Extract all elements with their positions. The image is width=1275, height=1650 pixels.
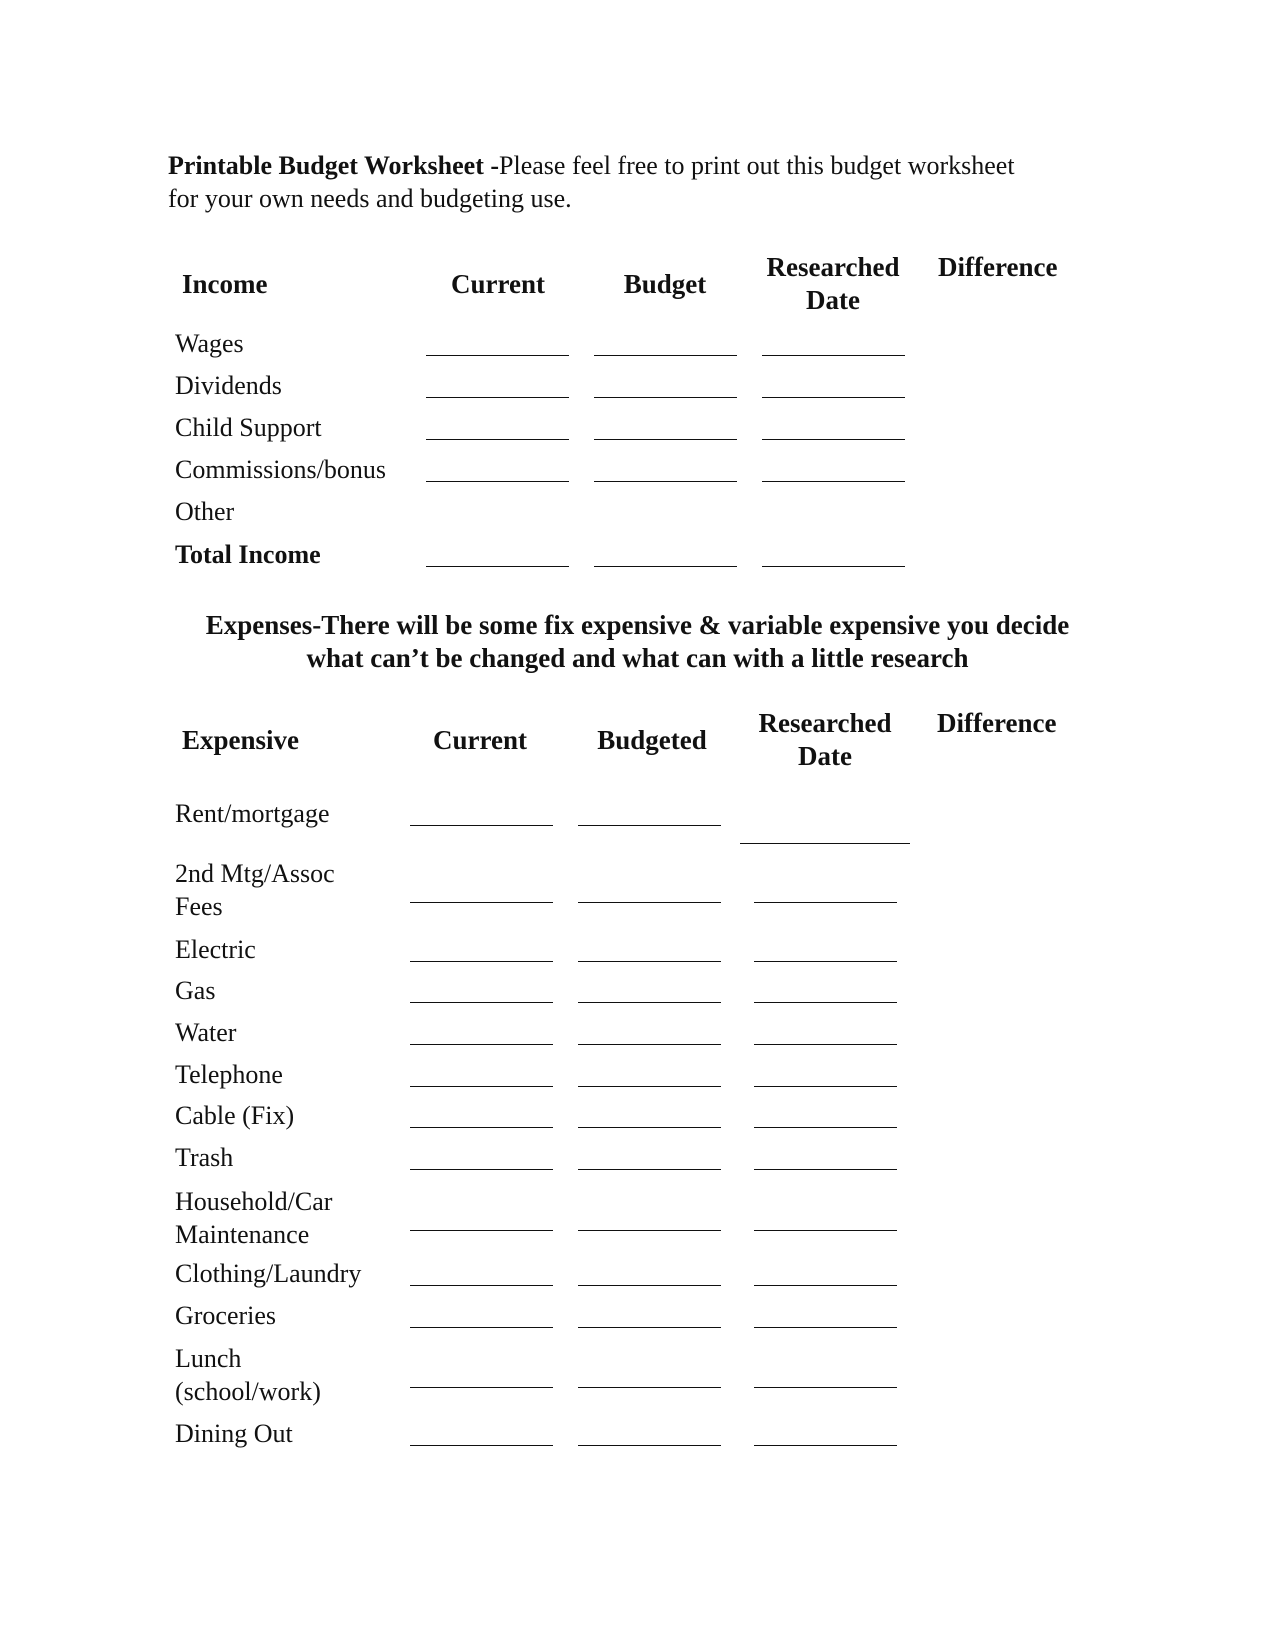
income-difference-header: Difference xyxy=(938,252,1058,282)
expense-blank-line[interactable] xyxy=(754,1445,897,1446)
expense-blank-line[interactable] xyxy=(754,1002,897,1003)
expense-blank-line[interactable] xyxy=(754,1044,897,1045)
expense-blank-line[interactable] xyxy=(578,1445,721,1446)
income-blank-line[interactable] xyxy=(594,439,737,440)
expense-row-label: Water xyxy=(175,1018,237,1047)
income-blank-line[interactable] xyxy=(594,355,737,356)
expense-row-label: Rent/mortgage xyxy=(175,799,330,828)
income-researched-header xyxy=(758,251,908,317)
expense-blank-line[interactable] xyxy=(754,1327,897,1328)
income-row-label: Child Support xyxy=(175,413,322,442)
income-date-label: Date xyxy=(806,285,860,315)
expense-blank-line[interactable] xyxy=(578,1086,721,1087)
income-blank-line[interactable] xyxy=(426,439,569,440)
income-row-label: Commissions/bonus xyxy=(175,455,386,484)
expense-blank-line[interactable] xyxy=(578,1127,721,1128)
expense-blank-line[interactable] xyxy=(578,902,721,903)
expense-row-label: Cable (Fix) xyxy=(175,1101,295,1130)
expense-blank-line[interactable] xyxy=(410,1230,553,1231)
expense-row-label: Lunch xyxy=(175,1344,242,1373)
expense-researched-label: Researched xyxy=(758,708,892,738)
expense-blank-line[interactable] xyxy=(754,1285,897,1286)
expense-header: Expensive xyxy=(182,725,300,755)
expense-blank-line[interactable] xyxy=(578,961,721,962)
expenses-title xyxy=(150,609,1125,675)
expense-blank-line[interactable] xyxy=(410,1445,553,1446)
income-blank-line[interactable] xyxy=(762,439,905,440)
income-blank-line[interactable] xyxy=(762,397,905,398)
expenses-title-line2: what can’t be changed and what can with a little research xyxy=(306,643,969,673)
expense-blank-line[interactable] xyxy=(578,1230,721,1231)
income-row-label: Other xyxy=(175,497,235,526)
expense-blank-line[interactable] xyxy=(754,1127,897,1128)
total-income-blank-line[interactable] xyxy=(762,566,905,567)
expense-blank-line[interactable] xyxy=(410,1169,553,1170)
expense-blank-line[interactable] xyxy=(410,1002,553,1003)
expense-blank-line[interactable] xyxy=(578,1044,721,1045)
expense-row-label: Household/Car xyxy=(175,1187,333,1216)
expense-blank-line[interactable] xyxy=(578,1002,721,1003)
total-income-blank-line[interactable] xyxy=(426,566,569,567)
expense-difference-header: Difference xyxy=(937,708,1057,738)
expense-blank-line[interactable] xyxy=(754,1387,897,1388)
income-row-label: Dividends xyxy=(175,371,282,400)
expense-row-label: 2nd Mtg/Assoc xyxy=(175,859,335,888)
expense-row-label: Fees xyxy=(175,892,223,921)
income-blank-line[interactable] xyxy=(426,397,569,398)
income-header: Income xyxy=(182,269,268,299)
expense-blank-line[interactable] xyxy=(754,1169,897,1170)
expense-blank-line[interactable] xyxy=(410,1285,553,1286)
expense-blank-line[interactable] xyxy=(410,1127,553,1128)
expense-row-label: Gas xyxy=(175,976,216,1005)
expense-current-header: Current xyxy=(433,725,527,755)
expense-row-label: (school/work) xyxy=(175,1377,321,1406)
expense-row-label: Telephone xyxy=(175,1060,283,1089)
expense-blank-line[interactable] xyxy=(578,1285,721,1286)
expense-blank-line[interactable] xyxy=(410,961,553,962)
income-budget-header: Budget xyxy=(623,269,707,299)
expense-blank-line[interactable] xyxy=(410,1044,553,1045)
expense-blank-line[interactable] xyxy=(410,1327,553,1328)
total-income-blank-line[interactable] xyxy=(594,566,737,567)
expense-blank-line[interactable] xyxy=(578,1387,721,1388)
worksheet-title: Printable Budget Worksheet - xyxy=(168,151,500,180)
income-current-header: Current xyxy=(451,269,545,299)
expense-blank-line[interactable] xyxy=(578,825,721,826)
expense-blank-line[interactable] xyxy=(754,961,897,962)
expense-blank-line[interactable] xyxy=(578,1169,721,1170)
expense-blank-line[interactable] xyxy=(410,1387,553,1388)
expense-blank-line[interactable] xyxy=(410,902,553,903)
income-blank-line[interactable] xyxy=(426,355,569,356)
expense-blank-line[interactable] xyxy=(740,843,910,844)
income-researched-label: Researched xyxy=(766,252,900,282)
expense-researched-header xyxy=(750,707,900,773)
expense-blank-line[interactable] xyxy=(754,902,897,903)
expense-row-label: Electric xyxy=(175,935,256,964)
income-blank-line[interactable] xyxy=(762,481,905,482)
income-blank-line[interactable] xyxy=(762,355,905,356)
expense-blank-line[interactable] xyxy=(754,1086,897,1087)
expense-blank-line[interactable] xyxy=(410,1086,553,1087)
expense-row-label: Clothing/Laundry xyxy=(175,1259,362,1288)
income-blank-line[interactable] xyxy=(594,481,737,482)
income-row-label: Wages xyxy=(175,329,244,358)
expense-row-label: Dining Out xyxy=(175,1419,293,1448)
total-income-label: Total Income xyxy=(175,540,321,569)
expense-blank-line[interactable] xyxy=(410,825,553,826)
expenses-title-line1: Expenses-There will be some fix expensive & variable expensive you decide xyxy=(205,610,1070,640)
income-blank-line[interactable] xyxy=(426,481,569,482)
expense-row-label: Maintenance xyxy=(175,1220,310,1249)
expense-blank-line[interactable] xyxy=(578,1327,721,1328)
expense-date-label: Date xyxy=(798,741,852,771)
intro-text: Please feel free to print out this budget worksheet for your own needs and budgeting use. xyxy=(168,151,1015,213)
expense-row-label: Trash xyxy=(175,1143,234,1172)
intro-paragraph xyxy=(168,149,1028,215)
expense-budgeted-header: Budgeted xyxy=(597,725,707,755)
expense-blank-line[interactable] xyxy=(754,1230,897,1231)
income-blank-line[interactable] xyxy=(594,397,737,398)
expense-row-label: Groceries xyxy=(175,1301,277,1330)
